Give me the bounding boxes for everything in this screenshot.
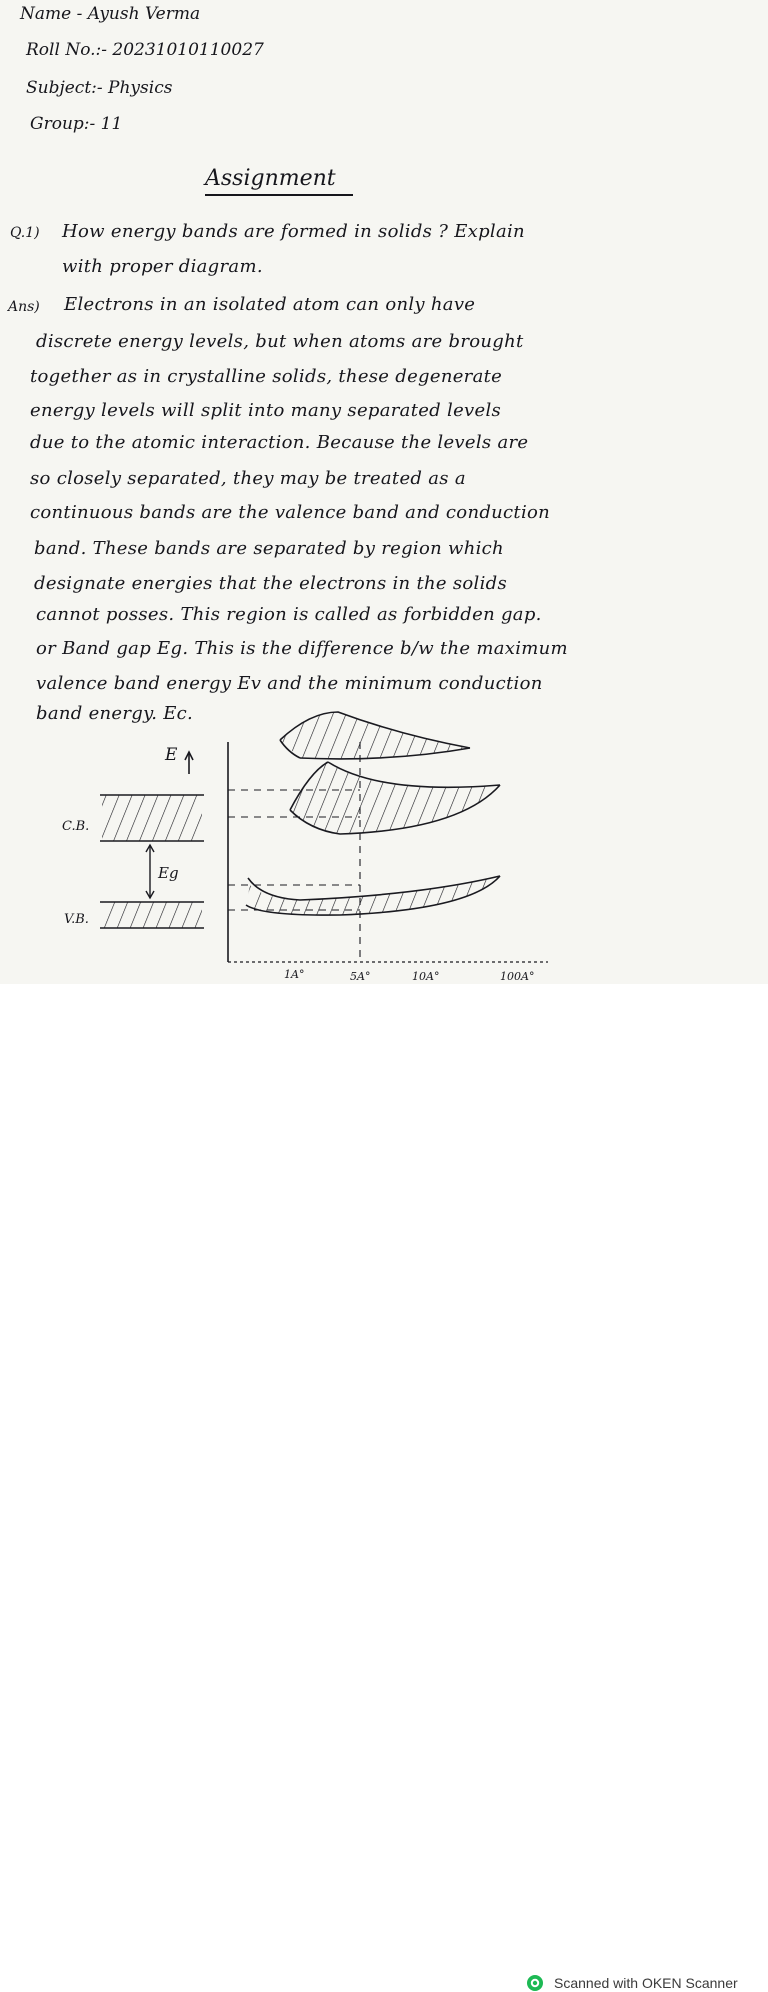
notebook-page bbox=[0, 0, 768, 984]
x-tick-label: 5A° bbox=[350, 970, 371, 983]
roll-number: Roll No.:- 20231010110027 bbox=[26, 40, 264, 60]
oken-scanner-logo-icon bbox=[526, 1974, 544, 1992]
x-tick-label: 10A° bbox=[412, 970, 440, 983]
answer-line: or Band gap Eg. This is the difference b/w the maximum bbox=[36, 638, 568, 659]
answer-line: together as in crystalline solids, these degenerate bbox=[30, 366, 503, 387]
answer-line: due to the atomic interaction. Because the levels are bbox=[30, 432, 529, 453]
valence-band-box bbox=[64, 902, 204, 928]
answer-line: Electrons in an isolated atom can only have bbox=[64, 294, 476, 315]
band-gap-marker bbox=[146, 845, 179, 898]
question-tag: Q.1) bbox=[10, 225, 40, 241]
group: Group:- 11 bbox=[30, 114, 123, 134]
energy-axis-label: E bbox=[165, 745, 178, 765]
answer-line: band energy. Ec. bbox=[36, 703, 194, 724]
band-gap-label: Eg bbox=[158, 864, 179, 882]
answer-line: cannot posses. This region is called as forbidden gap. bbox=[36, 604, 542, 625]
answer-tag: Ans) bbox=[8, 299, 40, 315]
conduction-band-label: C.B. bbox=[62, 819, 90, 834]
answer-line: designate energies that the electrons in the solids bbox=[34, 573, 508, 594]
energy-axis bbox=[164, 745, 193, 774]
band-splitting-plot bbox=[228, 712, 548, 983]
scanner-footer bbox=[0, 984, 768, 1991]
page-title: Assignment bbox=[205, 166, 336, 191]
answer-line: so closely separated, they may be treated as a bbox=[30, 468, 466, 489]
answer-line: discrete energy levels, but when atoms are brought bbox=[36, 331, 524, 352]
answer-line: continuous bands are the valence band and conduction bbox=[30, 502, 551, 523]
valence-band-label: V.B. bbox=[64, 912, 89, 927]
question-line: with proper diagram. bbox=[62, 256, 263, 277]
answer-line: energy levels will split into many separated levels bbox=[30, 400, 502, 421]
conduction-band-box bbox=[62, 795, 204, 841]
scanner-watermark-text: Scanned with OKEN Scanner bbox=[554, 1975, 738, 1991]
middle-band-region bbox=[290, 762, 500, 834]
subject: Subject:- Physics bbox=[26, 78, 173, 98]
answer-line: valence band energy Ev and the minimum conduction bbox=[36, 673, 543, 694]
energy-band-diagram bbox=[0, 710, 768, 984]
answer-line: band. These bands are separated by region which bbox=[34, 538, 504, 559]
title-underline bbox=[205, 194, 353, 196]
question-line: How energy bands are formed in solids ? Explain bbox=[62, 221, 525, 242]
x-tick-label: 100A° bbox=[500, 970, 535, 983]
x-tick-label: 1A° bbox=[284, 968, 305, 981]
student-name: Name - Ayush Verma bbox=[20, 4, 201, 24]
